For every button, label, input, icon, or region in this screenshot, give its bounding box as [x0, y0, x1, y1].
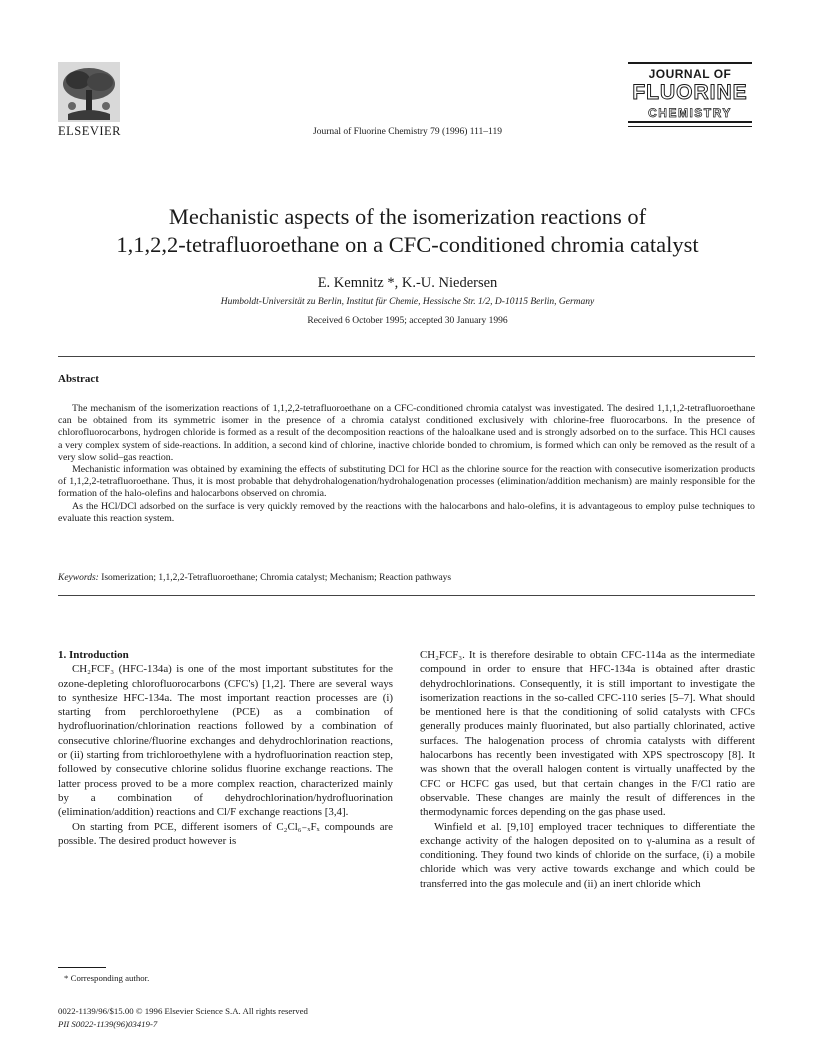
abstract-bottom-rule [58, 595, 755, 596]
keywords-label: Keywords: [58, 573, 99, 583]
article-title [40, 203, 775, 259]
journal-logo-line1: JOURNAL OF [648, 67, 732, 81]
keywords-line [58, 573, 755, 583]
pii-line: PII S0022-1139(96)03419-7 [58, 1019, 158, 1029]
copyright-line: 0022-1139/96/$15.00 © 1996 Elsevier Science S.A. All rights reserved [58, 1006, 308, 1016]
abstract-body [58, 403, 755, 525]
footnote-rule [58, 967, 106, 968]
received-dates: Received 6 October 1995; accepted 30 January 1996 [307, 316, 508, 326]
body-paragraph: On starting from PCE, different isomers of C₂Cl₆₋ₓFₓ compounds are possible. The desired product however is [58, 820, 393, 847]
logo-rule-bottom-thin [628, 126, 752, 127]
copyright-block [58, 1005, 308, 1031]
body-paragraph: CH₂FCF₃ (HFC-134a) is one of the most important substitutes for the ozone-depleting chlorofluorocarbons (CFC's) [1,2]. There are several ways to synthesize HFC-134a. The most important reaction processes are (i) starting from perchloroethylene (PCE) as a combination of hydrofluorination/chlorination reactions followed by a combination of consecutive chlorine/fluorine exchanges and dehydrochlorination reactions, or (ii) starting from trichloroethylene with a hydrofluorination reaction step, followed by consecutive chlorine solidus fluorine exchange reactions. The latter process proved to be a more complex reaction, characterized mainly by a combination of dehydrochlorination/hydrofluorination (elimination/addition) reactions and Cl/F exchange reactions [3,4]. [58, 663, 393, 819]
body-paragraph: CH₂FCF₃. It is therefore desirable to obtain CFC-114a as the intermediate compound in order to ensure that HFC-134a is obtained after drastic dehydrochlorinations. Consequently, it is still important to investigate the isomerization reactions in the so-called CFC-110 series [5–7]. What should be mentioned here is that the conditioning of solid catalysts with CFCs generally produces mainly fluorinated, but also partially chlorinated, active surfaces. The halogenation process of chromia catalysts with different halocarbons has recently been investigated with XPS spectroscopy [8]. It was shown that the overall halogen content is virtually unaffected by the CFC or HCFC gas used, but that certain changes in the F/Cl ratio are observable. These changes are mainly the result of differences in the thermodynamic forces depending on the gas phase used. [420, 649, 755, 819]
article-title-line1: Mechanistic aspects of the isomerization reactions of [168, 204, 647, 229]
right-column [420, 648, 755, 891]
article-authors: E. Kemnitz *, K.-U. Niedersen [317, 275, 498, 291]
abstract-top-rule [58, 356, 755, 357]
publisher-name: ELSEVIER [58, 124, 122, 138]
journal-logo [628, 62, 752, 130]
abstract-paragraph: The mechanism of the isomerization reactions of 1,1,2,2-tetrafluoroethane on a CFC-conditioned chromia catalyst was investigated. The desired 1,1,1,2-tetrafluoroethane can be obtained from its symmetric isomer in the presence of a chromia catalyst conditioned exclusively with chlorine-free fluorocarbons. In the presence of chlorofluorocarbons, hydrogen chloride is formed as a result of the decomposition reactions of the haloalkane used and is strongly adsorbed on to the surface. This HCl causes a very complex system of side-reactions. In addition, a second kind of chlorine, inactive chloride bonded to chromium, is formed which can only be removed as the result of a very slow solid–gas reaction. [58, 403, 755, 463]
keywords-list: Isomerization; 1,1,2,2-Tetrafluoroethane; Chromia catalyst; Mechanism; Reaction pathways [101, 573, 452, 583]
abstract-paragraph: As the HCl/DCl adsorbed on the surface is very quickly removed by the reactions with the halocarbons and halo-olefins, it is advantageous to employ pulse techniques to evaluate this reaction system. [58, 500, 755, 524]
journal-logo-line2: FLUORINE [632, 81, 748, 104]
left-column [58, 648, 393, 848]
journal-logo-line3: CHEMISTRY [648, 106, 732, 120]
abstract-heading: Abstract [58, 373, 99, 385]
logo-rule-top [628, 62, 752, 64]
body-paragraph: Winfield et al. [9,10] employed tracer techniques to differentiate the exchange activity of the halogen deposited on to γ-alumina as a result of conditioning. They found two kinds of chloride on the surface, (i) a mobile chloride which was very active towards exchange and which could be transferred into the gas molecule and (ii) an inert chloride which [420, 820, 755, 890]
elsevier-tree-logo-icon [58, 62, 120, 122]
logo-rule-bottom [628, 121, 752, 123]
journal-citation: Journal of Fluorine Chemistry 79 (1996) 111–119 [313, 127, 502, 137]
section-heading-introduction: 1. Introduction [58, 649, 129, 661]
corresponding-author-footnote: * Corresponding author. [64, 973, 150, 983]
author-affiliation: Humboldt-Universität zu Berlin, Institut für Chemie, Hessische Str. 1/2, D-10115 Berlin, Germany [220, 297, 595, 307]
article-title-line2: 1,1,2,2-tetrafluoroethane on a CFC-conditioned chromia catalyst [116, 232, 699, 257]
abstract-paragraph: Mechanistic information was obtained by examining the effects of substituting DCl for HCl as the chlorine source for the reaction with consecutive isomerization products of 1,1,2,2-tetrafluoroethane. Thus, it is most probable that dehydrohalogenation/hydrohalogenation processes (elimination/addition mechanism) are mainly responsible for the formation of the halo-olefins and halocarbons observed on chromia. [58, 464, 755, 500]
